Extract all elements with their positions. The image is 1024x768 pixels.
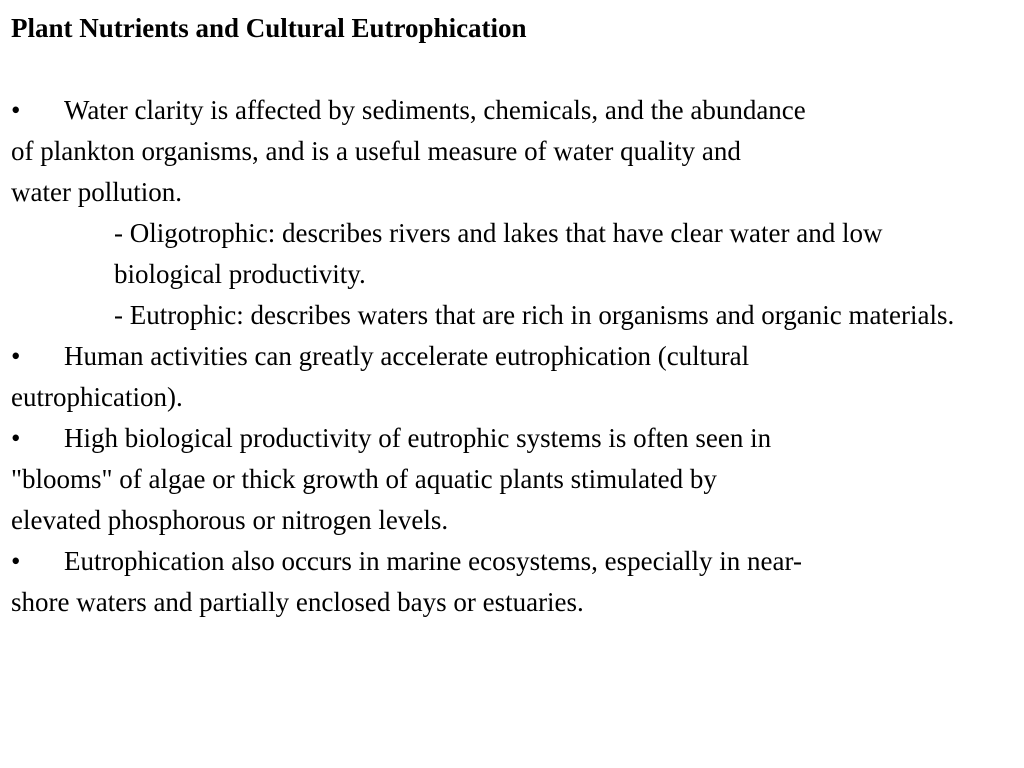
sub-item-eutrophic: - Eutrophic: describes waters that are rich in organisms and organic materials. — [114, 300, 955, 330]
bullet-icon: • — [11, 95, 21, 125]
bullet-icon: • — [11, 423, 21, 453]
bullet-item-human-activities — [11, 336, 1011, 418]
bullet-text: Water clarity is affected by sediments, chemicals, and the abundance of plankton organisms, and is a useful measure of water quality and water pollution. — [11, 95, 806, 207]
bullet-text: Eutrophication also occurs in marine ecosystems, especially in near- shore waters and partially enclosed bays or estuaries. — [11, 546, 802, 617]
bullet-icon: • — [11, 341, 21, 371]
bullet-text: High biological productivity of eutrophic systems is often seen in "blooms" of algae or thick growth of aquatic plants stimulated by elevated phosphorous or nitrogen levels. — [11, 423, 772, 535]
bullet-item-water-clarity — [11, 90, 1011, 213]
bullet-text: Human activities can greatly accelerate eutrophication (cultural eutrophication). — [11, 341, 750, 412]
bullet-icon: • — [11, 546, 21, 576]
bullet-item-marine-ecosystems — [11, 541, 1011, 623]
spacer — [11, 49, 1024, 90]
sub-item-oligotrophic: - Oligotrophic: describes rivers and lakes that have clear water and low biological productivity. — [114, 218, 883, 289]
bullet-item-biological-productivity — [11, 418, 1011, 541]
slide-title: Plant Nutrients and Cultural Eutrophication — [11, 13, 527, 43]
